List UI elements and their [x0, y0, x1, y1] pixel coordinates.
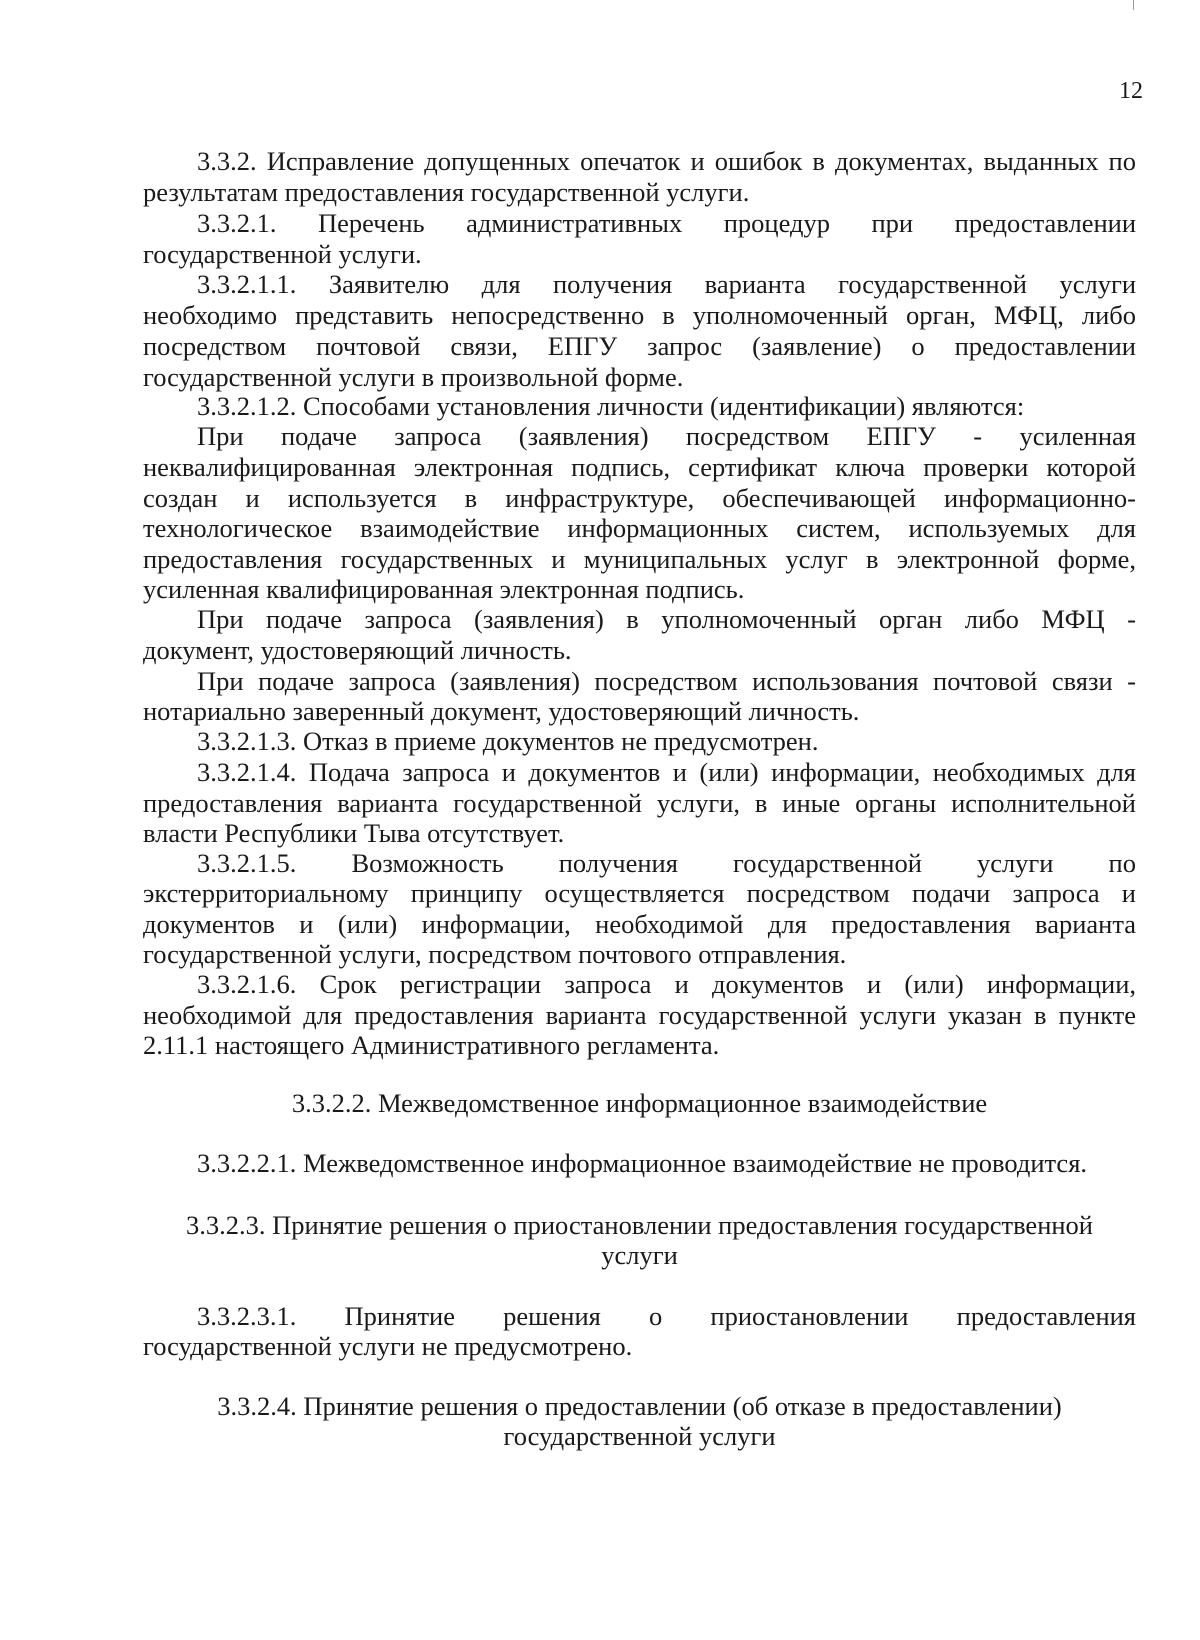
paragraph-line: 3.3.2.1.2. Способами установления личности (идентификации) являются:	[197, 391, 1025, 421]
section-heading: 3.3.2.2. Межведомственное информационное взаимодействие	[291, 1088, 988, 1118]
page-number: 12	[1119, 78, 1143, 104]
scan-artifact	[1133, 0, 1134, 10]
paragraph-line: 3.3.2.1.1. Заявителю для получения варианта государственной услуги	[197, 269, 1136, 299]
paragraph-line: 3.3.2.2.1. Межведомственное информационное взаимодействие не проводится.	[197, 1148, 1088, 1178]
paragraph-line: документ, удостоверяющий личность.	[143, 635, 572, 665]
section-heading: государственной услуги	[503, 1421, 776, 1451]
paragraph-line: 2.11.1 настоящего Административного регламента.	[143, 1030, 720, 1060]
paragraph-line: экстерриториальному принципу осуществляется посредством подачи запроса и	[143, 878, 1136, 908]
section-heading: 3.3.2.4. Принятие решения о предоставлении (об отказе в предоставлении)	[217, 1391, 1062, 1421]
paragraph-line: технологическое взаимодействие информационных систем, используемых для	[143, 513, 1136, 543]
paragraph-line: государственной услуги не предусмотрено.	[143, 1331, 633, 1361]
paragraph-line: усиленная квалифицированная электронная подпись.	[143, 574, 745, 604]
paragraph-line: При подаче запроса (заявления) в уполномоченный орган либо МФЦ -	[197, 604, 1136, 634]
section-heading: услуги	[601, 1240, 678, 1270]
paragraph-line: 3.3.2.1.5. Возможность получения государственной услуги по	[197, 848, 1136, 878]
paragraph-line: 3.3.2. Исправление допущенных опечаток и ошибок в документах, выданных по	[197, 146, 1136, 176]
paragraph-line: государственной услуги.	[143, 239, 422, 269]
paragraph-line: 3.3.2.1.4. Подача запроса и документов и (или) информации, необходимых для	[197, 757, 1136, 787]
paragraph-line: создан и используется в инфраструктуре, обеспечивающей информационно-	[143, 483, 1136, 513]
paragraph-line: документов и (или) информации, необходимой для предоставления варианта	[143, 909, 1136, 939]
paragraph-line: 3.3.2.1.6. Срок регистрации запроса и документов и (или) информации,	[197, 969, 1136, 999]
paragraph-line: государственной услуги, посредством почтового отправления.	[143, 939, 847, 969]
paragraph-line: результатам предоставления государственной услуги.	[143, 177, 750, 207]
paragraph-line: государственной услуги в произвольной форме.	[143, 362, 684, 392]
paragraph-line: посредством почтовой связи, ЕПГУ запрос (заявление) о предоставлении	[143, 331, 1136, 361]
paragraph-line: неквалифицированная электронная подпись, сертификат ключа проверки которой	[143, 452, 1136, 482]
paragraph-line: При подаче запроса (заявления) посредством использования почтовой связи -	[197, 666, 1136, 696]
paragraph-line: 3.3.2.1. Перечень административных процедур при предоставлении	[197, 208, 1136, 238]
paragraph-line: необходимой для предоставления варианта государственной услуги указан в пункте	[143, 1000, 1136, 1030]
section-heading: 3.3.2.3. Принятие решения о приостановлении предоставления государственной	[185, 1210, 1093, 1240]
paragraph-line: предоставления варианта государственной услуги, в иные органы исполнительной	[143, 788, 1136, 818]
paragraph-line: При подаче запроса (заявления) посредством ЕПГУ - усиленная	[197, 421, 1136, 451]
paragraph-line: 3.3.2.3.1. Принятие решения о приостановлении предоставления	[197, 1301, 1136, 1331]
paragraph-line: власти Республики Тыва отсутствует.	[143, 818, 565, 848]
paragraph-line: необходимо представить непосредственно в уполномоченный орган, МФЦ, либо	[143, 300, 1136, 330]
paragraph-line: нотариально заверенный документ, удостоверяющий личность.	[143, 696, 860, 726]
paragraph-line: предоставления государственных и муниципальных услуг в электронной форме,	[143, 544, 1136, 574]
paragraph-line: 3.3.2.1.3. Отказ в приеме документов не предусмотрен.	[197, 726, 819, 756]
